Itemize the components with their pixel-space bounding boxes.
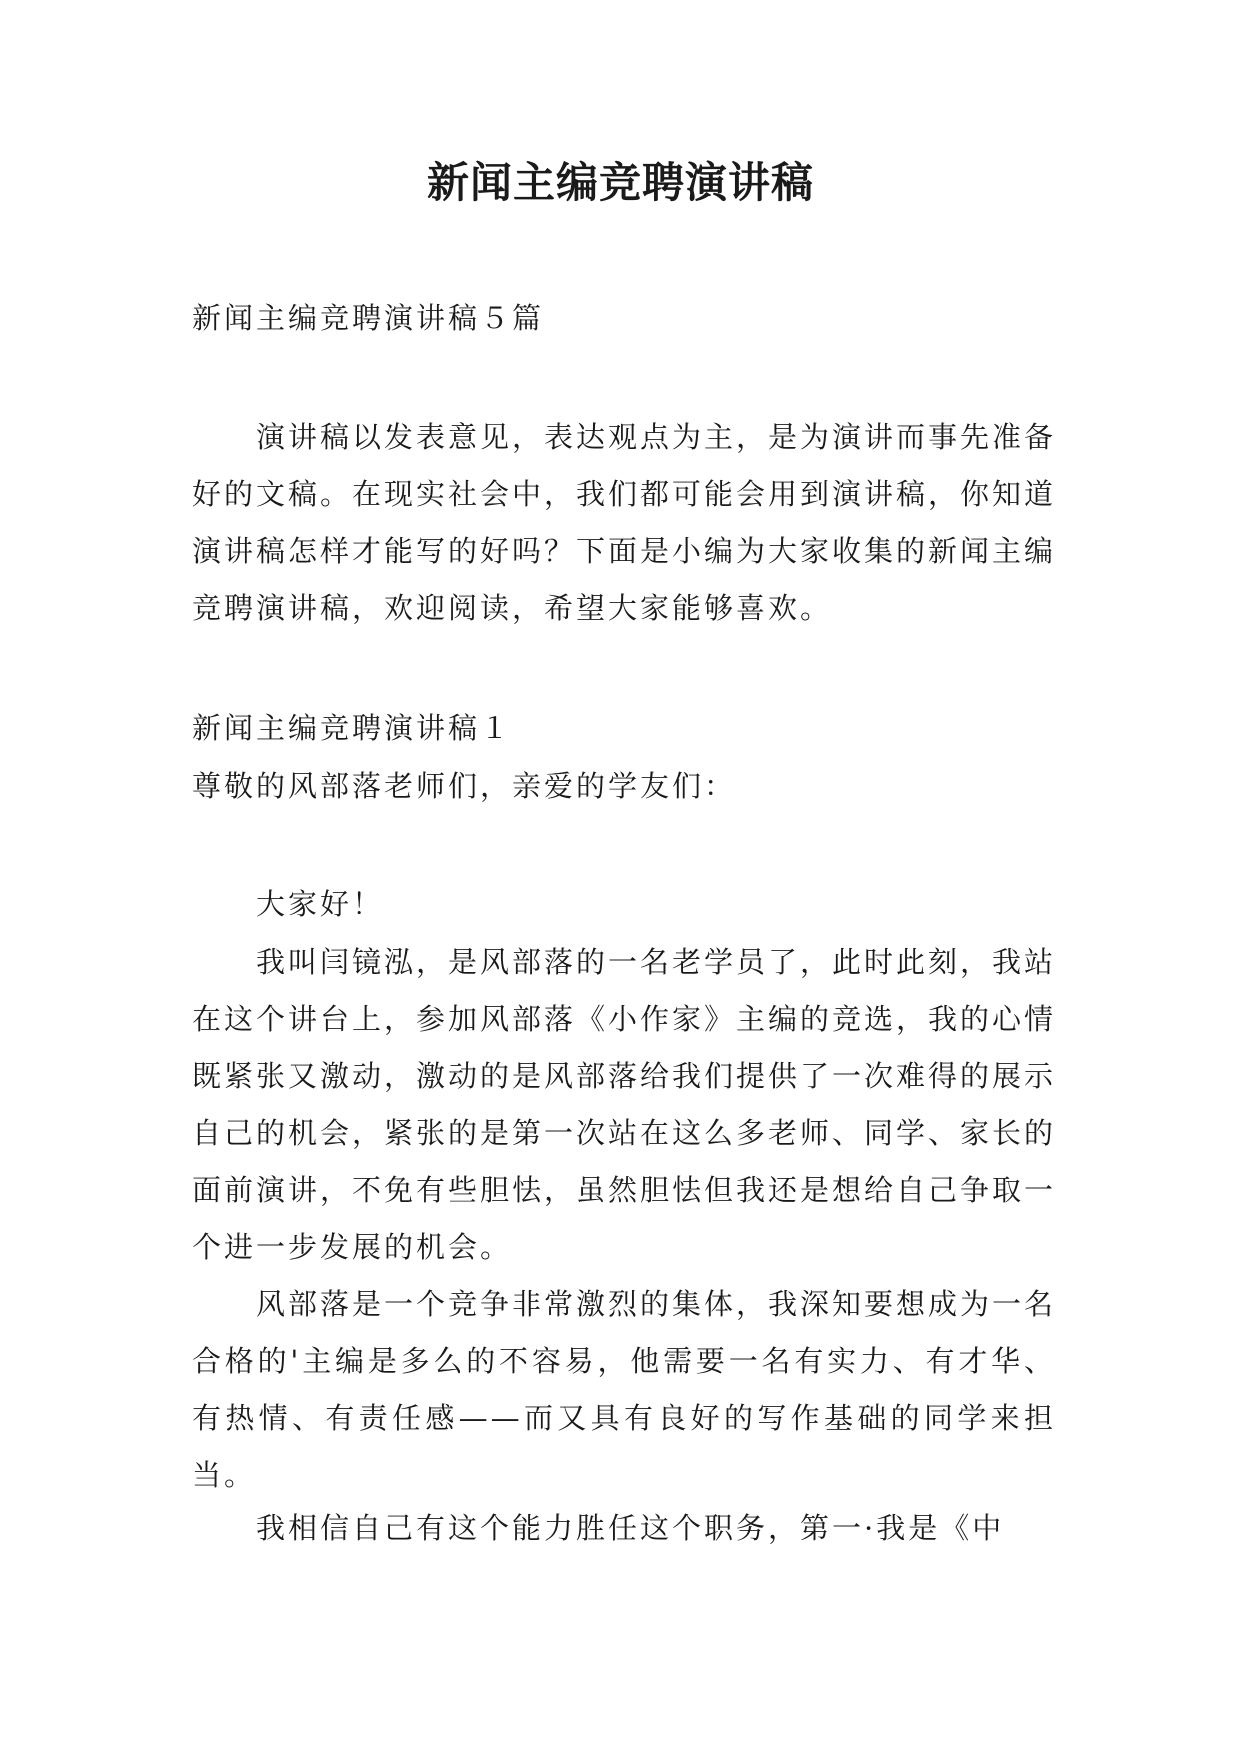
body-paragraph: 我叫闫镜泓，是风部落的一名老学员了，此时此刻，我站在这个讲台上，参加风部落《小作家》主编的竞选，我的心情既紧张又激动，激动的是风部落给我们提供了一次难得的展示自己的机会，紧张的是第一次站在这么多老师、同学、家长的面前演讲，不免有些胆怯，虽然胆怯但我还是想给自己争取一个进一步发展的机会。 [192, 945, 1057, 1264]
section-heading: 新闻主编竞聘演讲稿１ [192, 711, 513, 745]
greeting-line: 大家好！ [256, 887, 385, 921]
salutation-line: 尊敬的风部落老师们，亲爱的学友们： [192, 769, 737, 803]
body-paragraph: 我相信自己有这个能力胜任这个职务，第一·我是《中 [256, 1511, 1005, 1545]
document-subtitle: 新闻主编竞聘演讲稿５篇 [192, 301, 545, 335]
document-title: 新闻主编竞聘演讲稿 [426, 158, 814, 207]
body-paragraph: 风部落是一个竞争非常激烈的集体，我深知要想成为一名合格的'主编是多么的不容易，他需要一名有实力、有才华、有热情、有责任感——而又具有良好的写作基础的同学来担当。 [192, 1287, 1057, 1492]
intro-paragraph: 演讲稿以发表意见，表达观点为主，是为演讲而事先准备好的文稿。在现实社会中，我们都可能会用到演讲稿，你知道演讲稿怎样才能写的好吗？下面是小编为大家收集的新闻主编竞聘演讲稿，欢迎阅读，希望大家能够喜欢。 [192, 420, 1057, 625]
